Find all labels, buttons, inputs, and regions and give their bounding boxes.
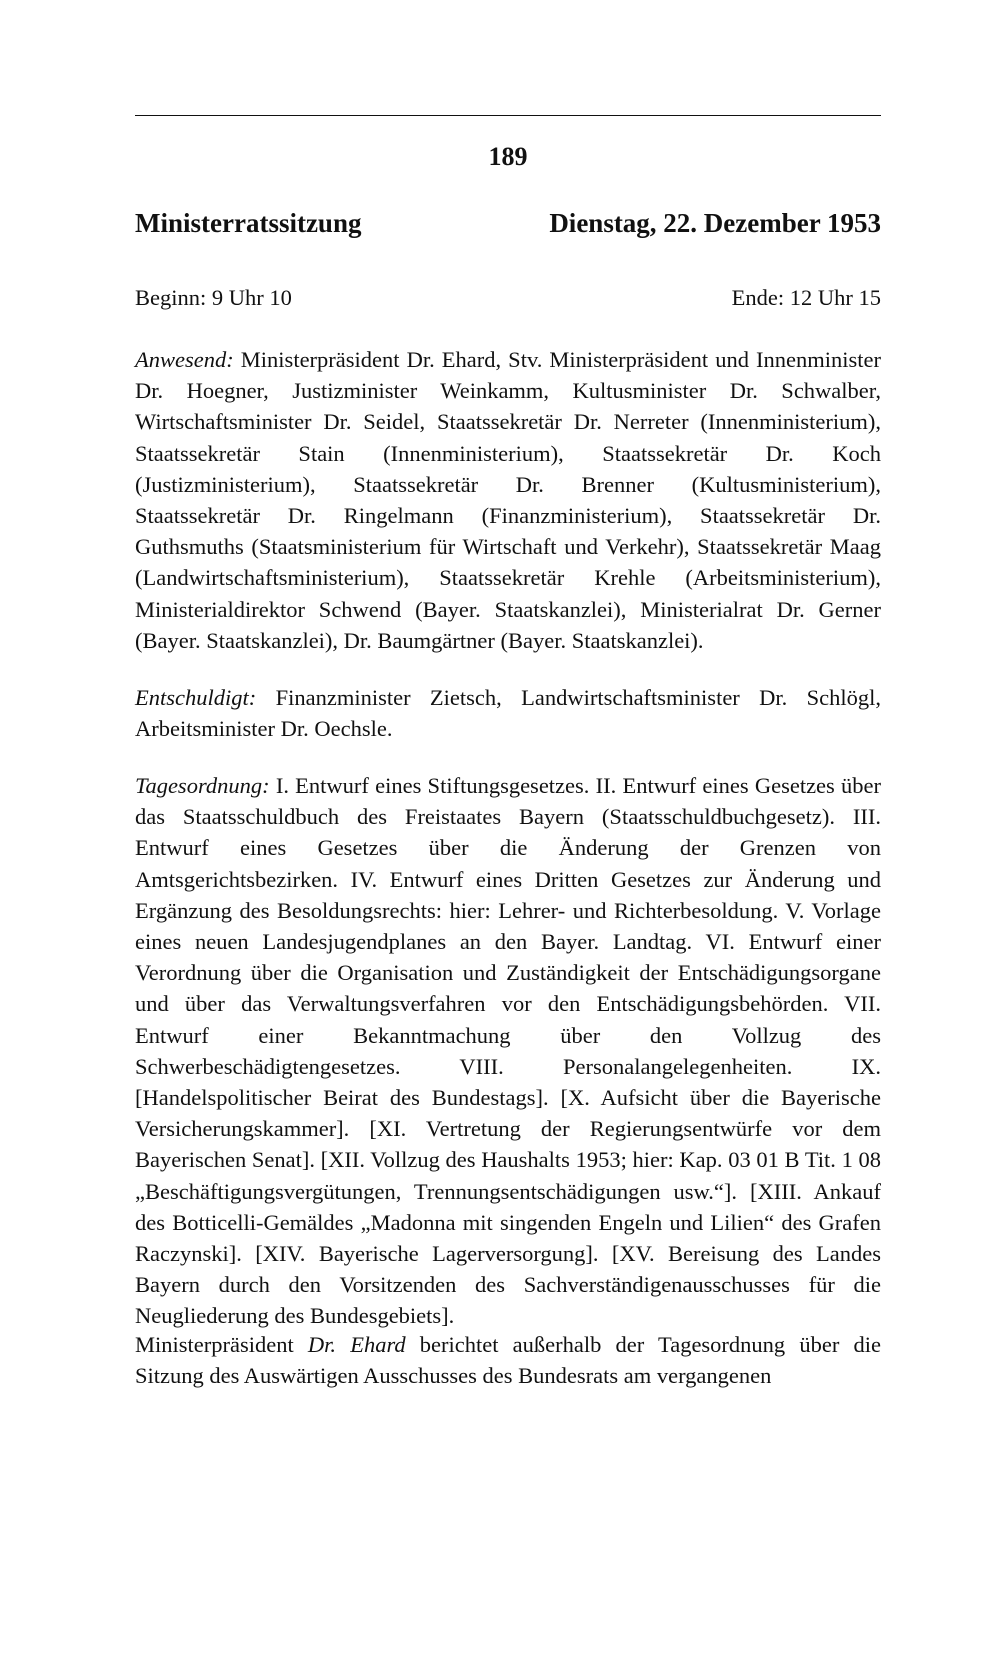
agenda-text: I. Entwurf eines Stiftungsgesetzes. II. Entwurf eines Gesetzes über das Staatsschuldbuch des Freistaates Bayern (Staatsschuldbuchgesetz). III. Entwurf eines Gesetzes über die Änderung der Grenzen von Amtsgerichtsbezirken. IV. Entwurf eines Dritten Gesetzes zur Änderung und Ergänzung des Besoldungsrechts: hier: Lehrer- und Richterbesoldung. V. Vorlage eines neuen Landesjugendplanes an den Bayer. Landtag. VI. Entwurf einer Verordnung über die Organisation und Zuständigkeit der Entschädigungsorgane und über das Verwaltungsverfahren vor den Entschädigungsbehörden. VII. Entwurf einer Bekanntmachung über den Vollzug des Schwerbeschädigtengesetzes. VIII. Personalangelegenheiten. IX. [Handelspolitischer Beirat des Bundestags]. [X. Aufsicht über die Bayerische Versicherungskammer]. [XI. Vertretung der Regierungsentwürfe vor dem Bayerischen Senat]. [XII. Vollzug des Haushalts 1953; hier: Kap. 03 01 B Tit. 1 08 „Beschäftigungsvergütungen, Trennungsentschädigungen usw.“]. [XIII. Ankauf des Botticelli-Gemäldes „Madonna mit singenden Engeln und Lilien“ des Grafen Raczynski]. [XIV. Bayerische Lagerversorgung]. [XV. Bereisung des Landes Bayern durch den Vorsitzenden des Sachverständigenausschusses für die Neugliederung des Bundesgebiets]. [135, 773, 881, 1329]
agenda-label: Tagesordnung: [135, 773, 270, 798]
end-time: Ende: 12 Uhr 15 [731, 285, 881, 310]
report-speaker: Dr. Ehard [307, 1332, 406, 1357]
report-prefix: Ministerpräsident [135, 1332, 308, 1357]
excused-text: Finanzminister Zietsch, Landwirtschaftsminister Dr. Schlögl, Arbeitsminister Dr. Oechsle. [135, 685, 881, 742]
session-times [135, 285, 881, 311]
start-time: Beginn: 9 Uhr 10 [135, 285, 292, 310]
session-heading [135, 208, 881, 239]
report-paragraph [135, 1329, 881, 1391]
attendees-paragraph [135, 344, 881, 656]
excused-label: Entschuldigt: [135, 685, 257, 710]
attendees-text: Ministerpräsident Dr. Ehard, Stv. Ministerpräsident und Innenminister Dr. Hoegner, Justizminister Weinkamm, Kultusminister Dr. Schwalber, Wirtschaftsminister Dr. Seidel, Staatssekretär Dr. Nerreter (Innenministerium), Staatssekretär Stain (Innenministerium), Staatssekretär Dr. Koch (Justizministerium), Staatssekretär Dr. Brenner (Kultusministerium), Staatssekretär Dr. Ringelmann (Finanzministerium), Staatssekretär Dr. Guthsmuths (Staatsministerium für Wirtschaft und Verkehr), Staatssekretär Maag (Landwirtschaftsministerium), Staatssekretär Krehle (Arbeitsministerium), Ministerialdirektor Schwend (Bayer. Staatskanzlei), Ministerialrat Dr. Gerner (Bayer. Staatskanzlei), Dr. Baumgärtner (Bayer. Staatskanzlei). [135, 347, 881, 653]
header-rule [135, 115, 881, 116]
session-date: Dienstag, 22. Dezember 1953 [549, 208, 881, 238]
session-title: Ministerratssitzung [135, 208, 362, 238]
agenda-paragraph [135, 770, 881, 1332]
excused-paragraph [135, 682, 881, 744]
report-text: berichtet außerhalb der Tagesordnung über die Sitzung des Auswärtigen Ausschusses des Bundesrats am vergangenen [135, 1332, 881, 1389]
page-number: 189 [488, 142, 528, 171]
attendees-label: Anwesend: [135, 347, 234, 372]
